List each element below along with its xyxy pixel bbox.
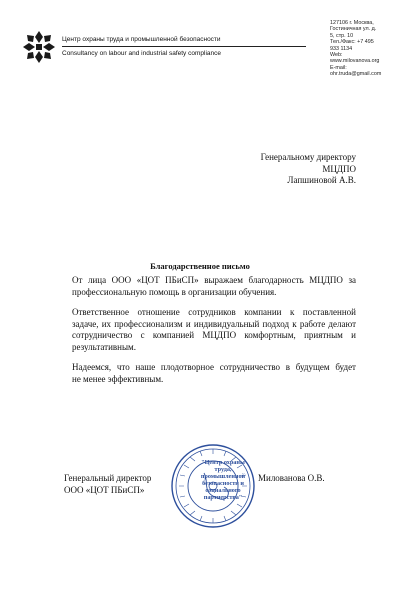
- stamp-text: "Центр охраны труда, промышленной безопасности и социального партнерства": [200, 459, 246, 501]
- letter-body: [62, 275, 356, 394]
- signatory-company: ООО «ЦОТ ПБиСП»: [64, 485, 145, 495]
- addressee-organisation: МЦДПО: [322, 163, 356, 174]
- body-line: Надеемся, что наше плодотворное сотрудничество в будущем будет: [72, 362, 356, 372]
- contact-line: Гостиничная ул. д.: [330, 26, 377, 33]
- body-line: профессиональную помощь в организации обучения.: [72, 286, 277, 297]
- contact-line: 933 1134: [330, 45, 353, 52]
- body-line: задаче, их профессионализм и индивидуальный подход к работе делают: [72, 318, 356, 329]
- contact-line: 5, стр. 10: [330, 32, 354, 39]
- org-name-block: [62, 35, 312, 58]
- addressee-position: Генеральному директору: [260, 152, 356, 162]
- contact-details: [330, 20, 396, 78]
- letter-title: Благодарственное письмо: [150, 261, 250, 271]
- body-line: От лица ООО «ЦОТ ПБиСП» выражаем благодарность МЦДПО за: [72, 275, 356, 285]
- signatory-position: Генеральный директор: [64, 473, 152, 483]
- addressee-block: [261, 152, 356, 187]
- body-line: Ответственное отношение сотрудников компании к поставленной: [72, 307, 356, 317]
- body-paragraph: [62, 362, 356, 385]
- addressee-name: Лапшиновой А.В.: [287, 175, 356, 185]
- body-line: сотрудничество с компанией МЦДПО комфортным, приятным и: [72, 330, 356, 340]
- org-logo-icon: [22, 30, 56, 64]
- contact-line: 127106 г. Москва,: [330, 20, 374, 26]
- body-line: не менее эффективным.: [72, 373, 164, 384]
- org-name-ru: Центр охраны труда и промышленной безопасности: [62, 36, 221, 43]
- body-paragraph: [62, 275, 356, 298]
- contact-line: Тел./Факс: +7 495: [330, 39, 374, 46]
- body-line: результативным.: [72, 341, 136, 352]
- contact-line: ohr.truda@gmail.com: [330, 71, 382, 78]
- signature-block: [64, 472, 151, 496]
- contact-line: E-mail:: [330, 64, 347, 71]
- org-name-en: Consultancy on labour and industrial safety compliance: [62, 50, 221, 57]
- contact-line: Web:: [330, 52, 343, 59]
- signatory-name: Милованова О.В.: [258, 473, 325, 483]
- body-paragraph: [62, 307, 356, 353]
- header-divider: [62, 46, 306, 47]
- contact-line: www.milovanova.org: [330, 58, 380, 65]
